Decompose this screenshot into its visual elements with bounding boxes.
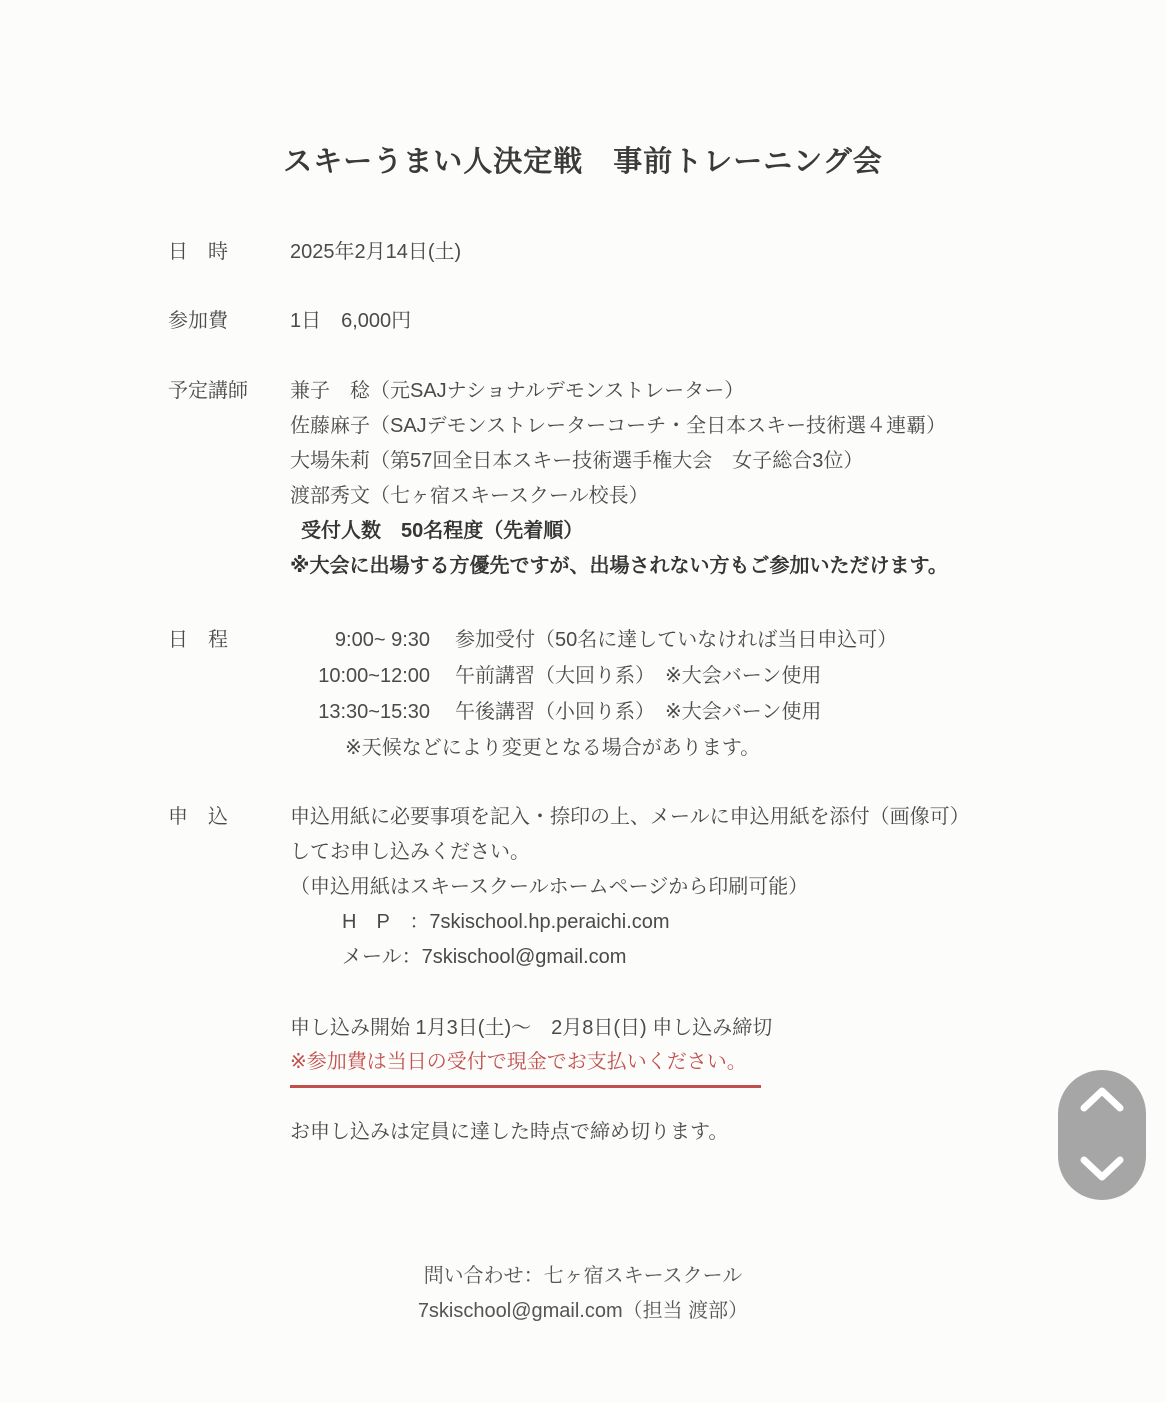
section-instructors xyxy=(168,374,948,584)
schedule-activity: 参加受付（50名に達していなければ当日申込可） xyxy=(455,629,898,651)
participation-note: ※大会に出場する方優先ですが、出場されない方もご参加いただけます。 xyxy=(290,555,948,577)
application-line: （申込用紙はスキースクールホームページから印刷可能） xyxy=(290,876,809,898)
instructor-line: 兼子 稔（元SAJナショナルデモンストレーター） xyxy=(290,380,745,402)
chevron-up-icon xyxy=(1080,1086,1124,1115)
section-datetime xyxy=(168,235,461,270)
scroll-down-button[interactable] xyxy=(1080,1157,1124,1183)
instructor-line: 渡部秀文（七ヶ宿スキースクール校長） xyxy=(290,485,649,507)
payment-note-text: ※参加費は当日の受付で現金でお支払いください。 xyxy=(290,1045,761,1088)
section-application xyxy=(168,800,970,975)
capacity-note: 受付人数 50名程度（先着順） xyxy=(301,520,584,542)
fee-label: 参加費 xyxy=(168,310,228,332)
instructor-line: 佐藤麻子（SAJデモンストレーターコーチ・全日本スキー技術選４連覇） xyxy=(290,415,947,437)
schedule-activity: 午後講習（小回り系） ※大会バーン使用 xyxy=(455,701,822,723)
scroll-widget[interactable] xyxy=(1058,1070,1146,1200)
schedule-row xyxy=(290,694,897,730)
page-title: スキーうまい人決定戦 事前トレーニング会 xyxy=(283,146,883,178)
homepage-url: H P ：7skischool.hp.peraichi.com xyxy=(342,911,670,933)
section-schedule xyxy=(168,622,897,766)
instructors-label: 予定講師 xyxy=(168,380,248,402)
schedule-row xyxy=(290,622,897,658)
schedule-activity: 午前講習（大回り系） ※大会バーン使用 xyxy=(455,665,822,687)
schedule-row xyxy=(290,658,897,694)
deadline-note: お申し込みは定員に達した時点で締め切ります。 xyxy=(290,1121,729,1143)
schedule-time: 9:00~ 9:30 xyxy=(334,629,430,651)
instructor-line: 大場朱莉（第57回全日本スキー技術選手権大会 女子総合3位） xyxy=(290,450,864,472)
application-line: 申込用紙に必要事項を記入・捺印の上、メールに申込用紙を添付（画像可） xyxy=(290,806,970,828)
chevron-down-icon xyxy=(1080,1156,1124,1185)
schedule-time: 13:30~15:30 xyxy=(318,701,430,723)
section-fee xyxy=(168,304,411,339)
fee-value: 1日 6,000円 xyxy=(290,310,412,332)
footer-contact: 問い合わせ：七ヶ宿スキースクール xyxy=(423,1265,743,1287)
application-period: 申し込み開始 1月3日(土)～ 2月8日(日) 申し込み締切 xyxy=(290,1017,773,1039)
weather-note: ※天候などにより変更となる場合があります。 xyxy=(345,737,761,759)
footer xyxy=(0,1259,1166,1329)
schedule-time: 10:00~12:00 xyxy=(318,665,430,687)
schedule-label: 日 程 xyxy=(168,629,228,651)
payment-note xyxy=(290,1045,761,1088)
application-email: メール：7skischool@gmail.com xyxy=(342,946,627,968)
datetime-value: 2025年2月14日(土) xyxy=(290,241,462,263)
application-label: 申 込 xyxy=(168,806,228,828)
datetime-label: 日 時 xyxy=(168,241,228,263)
application-line: してお申し込みください。 xyxy=(290,841,530,863)
footer-email: 7skischool@gmail.com（担当 渡部） xyxy=(417,1300,749,1322)
scroll-up-button[interactable] xyxy=(1080,1087,1124,1113)
